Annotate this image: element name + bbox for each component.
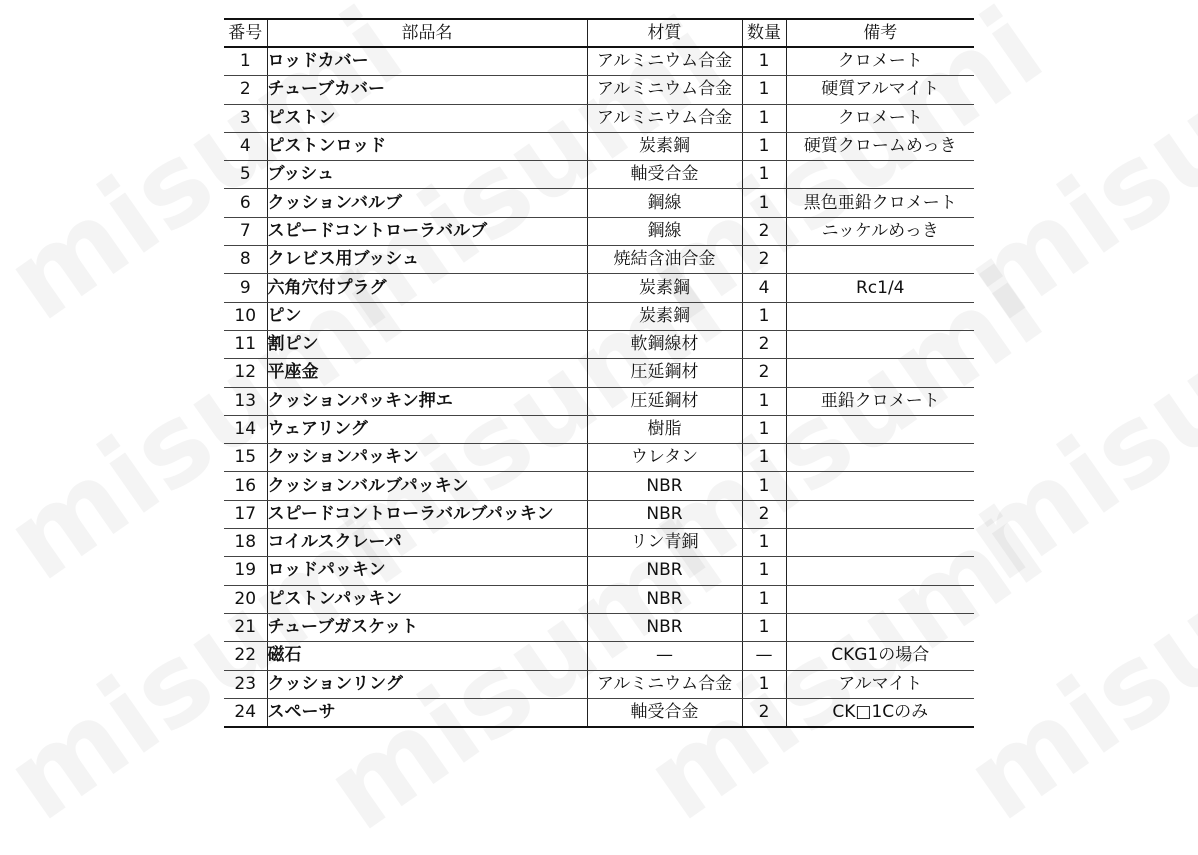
table-row (224, 104, 974, 132)
part-number: 12 (224, 359, 267, 387)
part-name: ピストン (267, 104, 587, 132)
table-row (224, 76, 974, 104)
part-quantity: 1 (742, 76, 786, 104)
part-quantity: 2 (742, 500, 786, 528)
part-remarks: アルマイト (786, 670, 974, 698)
part-name: ロッドカバー (267, 47, 587, 76)
part-number: 3 (224, 104, 267, 132)
part-quantity: 2 (742, 330, 786, 358)
part-name: クッションパッキン押エ (267, 387, 587, 415)
watermark-text (944, 0, 1198, 345)
table-row (224, 472, 974, 500)
part-material: NBR (587, 500, 742, 528)
part-material: ウレタン (587, 444, 742, 472)
part-material: 軟鋼線材 (587, 330, 742, 358)
part-remarks: CK□1Cのみ (786, 698, 974, 727)
part-remarks (786, 330, 974, 358)
part-quantity: 1 (742, 47, 786, 76)
part-material: 炭素鋼 (587, 274, 742, 302)
part-material: 軸受合金 (587, 161, 742, 189)
part-name: クッションパッキン (267, 444, 587, 472)
table-header (224, 19, 974, 47)
part-name: 平座金 (267, 359, 587, 387)
part-remarks: Rc1/4 (786, 274, 974, 302)
part-name: ピン (267, 302, 587, 330)
part-material: アルミニウム合金 (587, 670, 742, 698)
header-part-name: 部品名 (267, 19, 587, 47)
table-row (224, 132, 974, 160)
part-name: チューブカバー (267, 76, 587, 104)
part-remarks (786, 161, 974, 189)
header-row (224, 19, 974, 47)
table-row (224, 500, 974, 528)
part-remarks: クロメート (786, 104, 974, 132)
part-quantity: — (742, 642, 786, 670)
part-material: 鋼線 (587, 217, 742, 245)
part-remarks (786, 246, 974, 274)
part-remarks (786, 444, 974, 472)
part-name: クッションバルブ (267, 189, 587, 217)
part-material: 樹脂 (587, 415, 742, 443)
part-number: 18 (224, 529, 267, 557)
part-number: 17 (224, 500, 267, 528)
part-quantity: 1 (742, 387, 786, 415)
part-quantity: 1 (742, 472, 786, 500)
part-quantity: 1 (742, 613, 786, 641)
part-remarks (786, 557, 974, 585)
table-row (224, 302, 974, 330)
part-remarks: 黒色亜鉛クロメート (786, 189, 974, 217)
part-name: ロッドパッキン (267, 557, 587, 585)
part-quantity: 2 (742, 246, 786, 274)
part-material: アルミニウム合金 (587, 76, 742, 104)
part-material: NBR (587, 472, 742, 500)
table-row (224, 557, 974, 585)
part-quantity: 2 (742, 359, 786, 387)
table-row (224, 642, 974, 670)
part-remarks: CKG1の場合 (786, 642, 974, 670)
part-quantity: 1 (742, 444, 786, 472)
part-remarks (786, 613, 974, 641)
part-quantity: 2 (742, 698, 786, 727)
part-material: 炭素鋼 (587, 132, 742, 160)
part-number: 15 (224, 444, 267, 472)
part-name: ウェアリング (267, 415, 587, 443)
part-name: 磁石 (267, 642, 587, 670)
part-remarks: 硬質クロームめっき (786, 132, 974, 160)
part-name: ピストンロッド (267, 132, 587, 160)
table-row (224, 47, 974, 76)
part-material: リン青銅 (587, 529, 742, 557)
table-row (224, 529, 974, 557)
table-row (224, 330, 974, 358)
part-quantity: 1 (742, 161, 786, 189)
table-row (224, 359, 974, 387)
part-remarks (786, 302, 974, 330)
part-quantity: 1 (742, 415, 786, 443)
part-number: 2 (224, 76, 267, 104)
part-number: 13 (224, 387, 267, 415)
part-material: アルミニウム合金 (587, 104, 742, 132)
part-remarks (786, 415, 974, 443)
header-material: 材質 (587, 19, 742, 47)
part-name: コイルスクレーパ (267, 529, 587, 557)
part-number: 24 (224, 698, 267, 727)
table-row (224, 585, 974, 613)
part-quantity: 1 (742, 670, 786, 698)
parts-table (224, 18, 974, 728)
part-quantity: 2 (742, 217, 786, 245)
part-quantity: 1 (742, 132, 786, 160)
part-name: スペーサ (267, 698, 587, 727)
part-name: ピストンパッキン (267, 585, 587, 613)
part-material: 炭素鋼 (587, 302, 742, 330)
part-material: NBR (587, 613, 742, 641)
part-remarks: 硬質アルマイト (786, 76, 974, 104)
part-number: 22 (224, 642, 267, 670)
table-body (224, 47, 974, 727)
part-remarks: クロメート (786, 47, 974, 76)
part-number: 8 (224, 246, 267, 274)
part-material: 軸受合金 (587, 698, 742, 727)
part-number: 4 (224, 132, 267, 160)
table-row (224, 274, 974, 302)
part-remarks (786, 472, 974, 500)
table-row (224, 670, 974, 698)
part-remarks (786, 359, 974, 387)
part-number: 19 (224, 557, 267, 585)
table-row (224, 161, 974, 189)
watermark-text (944, 243, 1198, 605)
part-material: NBR (587, 557, 742, 585)
part-number: 5 (224, 161, 267, 189)
table-row (224, 415, 974, 443)
part-quantity: 1 (742, 585, 786, 613)
part-quantity: 1 (742, 104, 786, 132)
part-name: ブッシュ (267, 161, 587, 189)
table-row (224, 246, 974, 274)
part-name: チューブガスケット (267, 613, 587, 641)
part-material: 圧延鋼材 (587, 359, 742, 387)
part-number: 7 (224, 217, 267, 245)
header-quantity: 数量 (742, 19, 786, 47)
part-material: NBR (587, 585, 742, 613)
part-quantity: 1 (742, 529, 786, 557)
part-number: 9 (224, 274, 267, 302)
part-quantity: 1 (742, 302, 786, 330)
header-remarks: 備考 (786, 19, 974, 47)
part-material: — (587, 642, 742, 670)
part-number: 11 (224, 330, 267, 358)
part-material: 圧延鋼材 (587, 387, 742, 415)
part-remarks (786, 500, 974, 528)
part-number: 16 (224, 472, 267, 500)
part-remarks: 亜鉛クロメート (786, 387, 974, 415)
part-number: 1 (224, 47, 267, 76)
part-number: 10 (224, 302, 267, 330)
header-number: 番号 (224, 19, 267, 47)
watermark-text (944, 483, 1198, 845)
part-name: スピードコントローラバルブ (267, 217, 587, 245)
part-name: スピードコントローラバルブパッキン (267, 500, 587, 528)
part-name: クッションリング (267, 670, 587, 698)
table-row (224, 387, 974, 415)
part-quantity: 1 (742, 557, 786, 585)
part-name: 六角穴付プラグ (267, 274, 587, 302)
part-material: アルミニウム合金 (587, 47, 742, 76)
part-remarks: ニッケルめっき (786, 217, 974, 245)
part-quantity: 4 (742, 274, 786, 302)
part-number: 20 (224, 585, 267, 613)
part-name: クレビス用ブッシュ (267, 246, 587, 274)
part-material: 鋼線 (587, 189, 742, 217)
part-number: 6 (224, 189, 267, 217)
part-remarks (786, 529, 974, 557)
table-row (224, 613, 974, 641)
part-name: クッションバルブパッキン (267, 472, 587, 500)
part-quantity: 1 (742, 189, 786, 217)
part-remarks (786, 585, 974, 613)
part-number: 23 (224, 670, 267, 698)
table-row (224, 444, 974, 472)
part-material: 焼結含油合金 (587, 246, 742, 274)
part-number: 14 (224, 415, 267, 443)
table-row (224, 217, 974, 245)
table-row (224, 189, 974, 217)
part-number: 21 (224, 613, 267, 641)
part-name: 割ピン (267, 330, 587, 358)
table-row (224, 698, 974, 727)
